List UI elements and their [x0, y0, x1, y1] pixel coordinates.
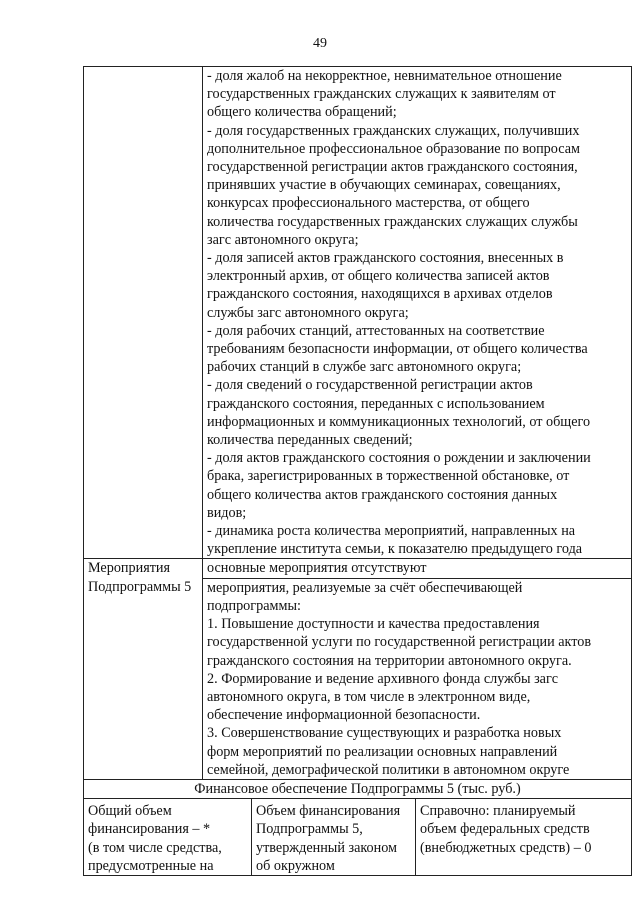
finance-header-cell	[84, 779, 632, 798]
indicator-line: принявших участие в обучающих семинарах, совещаниях,	[207, 177, 561, 194]
measures-label-cell	[84, 559, 203, 779]
indicator-line: - доля жалоб на некорректное, невнимательное отношение	[207, 68, 562, 84]
finance-header-row	[84, 779, 632, 798]
measure-line: автономного округа, в том числе в электронном виде,	[207, 688, 531, 705]
indicator-line: - доля записей актов гражданского состояния, внесенных в	[207, 250, 564, 267]
finance-federal-line: Справочно: планируемый	[420, 803, 576, 820]
indicator-line: укрепление института семьи, к показателю предыдущего года	[207, 541, 583, 558]
measure-line: мероприятия, реализуемые за счёт обеспечивающей	[207, 579, 523, 596]
finance-federal-line: (внебюджетных средств) – 0	[420, 839, 592, 856]
finance-volume-line: Подпрограммы 5,	[256, 821, 363, 838]
indicator-line: количества государственных гражданских служащих службы	[207, 213, 578, 230]
finance-volume-line: об окружном	[256, 857, 335, 874]
indicator-line: общего количества актов гражданского состояния данных	[207, 486, 558, 503]
indicator-line: государственных гражданских служащих к заявителям от	[207, 86, 556, 103]
indicator-line: - доля сведений о государственной регистрации актов	[207, 377, 533, 394]
measure-line: 2. Формирование и ведение архивного фонда службы загс	[207, 670, 559, 687]
page-number: 49	[313, 36, 327, 51]
measures-main-text: основные мероприятия отсутствуют	[207, 560, 427, 577]
finance-volume-line: утвержденный законом	[256, 839, 398, 856]
indicator-line: информационных и коммуникационных технологий, от общего	[207, 413, 591, 430]
indicator-line: - доля государственных гражданских служащих, получивших	[207, 122, 580, 139]
finance-volume-line: Объем финансирования	[256, 803, 401, 820]
finance-total-line: предусмотренные на	[88, 857, 214, 874]
measure-line: гражданского состояния на территории автономного округа.	[207, 652, 572, 669]
indicator-line: конкурсах профессионального мастерства, от общего	[207, 195, 530, 212]
indicator-line: общего количества обращений;	[207, 104, 397, 121]
measure-line: государственной услуги по государственной регистрации актов	[207, 634, 592, 651]
indicators-label-cell	[84, 67, 203, 559]
finance-detail-row	[84, 799, 632, 876]
measures-label-line: Мероприятия	[88, 560, 171, 577]
indicator-line: дополнительное профессиональное образование по вопросам	[207, 140, 580, 157]
indicators-row	[84, 67, 632, 559]
indicator-line: брака, зарегистрированных в торжественной обстановке, от	[207, 468, 570, 485]
indicators-cell	[203, 67, 632, 559]
measures-label-line: Подпрограммы 5	[88, 578, 192, 595]
measures-main-cell	[203, 559, 632, 578]
subprogram-passport-table	[83, 66, 632, 876]
measure-line: обеспечение информационной безопасности.	[207, 707, 481, 724]
indicator-line: гражданского состояния, находящихся в архивах отделов	[207, 286, 553, 303]
finance-total-line: Общий объем	[88, 803, 172, 820]
finance-total-line: (в том числе средства,	[88, 839, 222, 856]
finance-total-cell	[84, 799, 252, 876]
indicator-line: гражданского состояния, переданных с использованием	[207, 395, 545, 412]
finance-federal-cell	[416, 799, 632, 876]
indicator-line: количества переданных сведений;	[207, 432, 413, 449]
finance-volume-cell	[252, 799, 416, 876]
finance-federal-line: объем федеральных средств	[420, 821, 590, 838]
indicator-line: государственной регистрации актов гражданского состояния,	[207, 159, 578, 176]
indicator-line: рабочих станций в службе загс автономного округа;	[207, 359, 522, 376]
indicator-line: требованиям безопасности информации, от общего количества	[207, 341, 588, 358]
measures-support-cell	[203, 578, 632, 779]
measure-line: форм мероприятий по реализации основных направлений	[207, 743, 558, 760]
measure-line: подпрограммы:	[207, 597, 301, 614]
finance-header: Финансовое обеспечение Подпрограммы 5 (тыс. руб.)	[194, 780, 521, 797]
indicator-line: службы загс автономного округа;	[207, 304, 409, 321]
measure-line: семейной, демографической политики в автономном округе	[207, 761, 570, 778]
indicator-line: - доля актов гражданского состояния о рождении и заключении	[207, 450, 591, 467]
measure-line: 1. Повышение доступности и качества предоставления	[207, 616, 540, 633]
measures-main-row	[84, 559, 632, 578]
indicator-line: - динамика роста количества мероприятий, направленных на	[207, 523, 576, 540]
indicator-line: загс автономного округа;	[207, 231, 359, 248]
indicator-line: - доля рабочих станций, аттестованных на соответствие	[207, 322, 545, 339]
indicator-line: видов;	[207, 504, 247, 521]
measure-line: 3. Совершенствование существующих и разработка новых	[207, 725, 562, 742]
finance-total-line: финансирования – *	[88, 821, 211, 838]
indicator-line: электронный архив, от общего количества записей актов	[207, 268, 550, 285]
